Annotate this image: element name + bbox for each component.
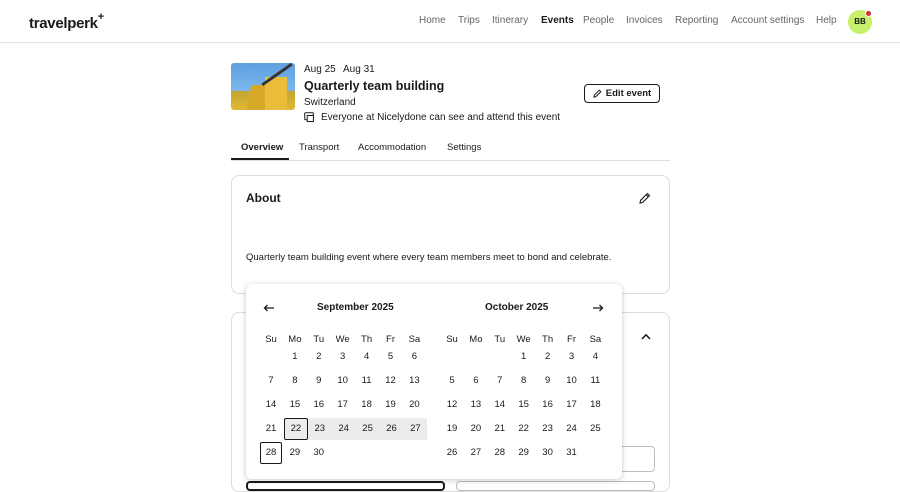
calendar-day[interactable]: 21	[494, 423, 506, 434]
calendar-day[interactable]: 12	[385, 375, 396, 386]
calendar-day[interactable]: 16	[313, 399, 325, 410]
weekday-label: Tu	[494, 334, 506, 345]
calendar-day[interactable]: 25	[590, 423, 601, 434]
calendar-day[interactable]: 21	[265, 423, 277, 434]
calendar-day[interactable]: 17	[337, 399, 348, 410]
next-month-arrow-icon[interactable]	[592, 304, 604, 312]
calendar-day[interactable]: 20	[470, 423, 482, 434]
calendar-day[interactable]: 3	[568, 351, 575, 362]
month-title-october: October 2025	[485, 302, 549, 313]
about-card	[231, 175, 670, 294]
calendar-day[interactable]: 5	[387, 351, 394, 362]
calendar-day[interactable]: 26	[446, 447, 458, 458]
edit-event-label: Edit event	[605, 88, 652, 99]
calendar-day[interactable]: 20	[409, 399, 420, 410]
nav-trips[interactable]: Trips	[458, 15, 480, 26]
nav-help[interactable]: Help	[816, 15, 837, 26]
calendar-day[interactable]: 16	[542, 399, 553, 410]
weekday-label: We	[516, 334, 531, 345]
weekday-label: Sa	[408, 334, 421, 345]
calendar-day[interactable]: 30	[542, 447, 553, 458]
calendar-day[interactable]: 14	[494, 399, 506, 410]
nav-people[interactable]: People	[583, 15, 615, 26]
weekday-label: Mo	[469, 334, 483, 345]
event-tabs	[231, 134, 670, 161]
calendar-day[interactable]: 9	[544, 375, 551, 386]
calendar-day[interactable]: 27	[470, 447, 482, 458]
calendar-day[interactable]: 2	[316, 351, 322, 362]
tab-transport[interactable]: Transport	[299, 142, 340, 153]
weekday-label: Sa	[589, 334, 602, 345]
calendar-day[interactable]: 22	[518, 423, 529, 434]
pencil-icon	[593, 89, 602, 98]
calendar-day[interactable]: 1	[292, 351, 298, 362]
weekday-label: Tu	[313, 334, 325, 345]
calendar-day[interactable]: 23	[542, 423, 553, 434]
calendar-day[interactable]: 29	[289, 447, 301, 458]
calendar-day[interactable]: 11	[590, 375, 601, 386]
weekday-label: We	[335, 334, 350, 345]
calendar-day[interactable]: 18	[361, 399, 372, 410]
notification-dot	[865, 10, 872, 17]
weekday-label: Th	[542, 334, 554, 345]
calendar-day[interactable]: 8	[521, 375, 527, 386]
nav-events[interactable]: Events	[541, 15, 574, 26]
calendar-day[interactable]: 24	[566, 423, 577, 434]
nav-reporting[interactable]: Reporting	[675, 15, 719, 26]
calendar-day[interactable]: 30	[313, 447, 325, 458]
calendar-day[interactable]: 11	[361, 375, 372, 386]
nav-home[interactable]: Home	[419, 15, 446, 26]
weekday-label: Su	[265, 334, 277, 345]
calendar-day[interactable]: 1	[521, 351, 527, 362]
user-avatar[interactable]: BB	[848, 10, 872, 34]
calendar-day[interactable]: 8	[292, 375, 298, 386]
calendar-day[interactable]: 4	[363, 351, 370, 362]
event-visibility-text: Everyone at Nicelydone can see and attend this event	[321, 112, 561, 123]
calendar-day-selected[interactable]: 28	[260, 442, 282, 464]
previous-month-arrow-icon[interactable]	[263, 304, 275, 312]
calendar-day[interactable]: 25	[356, 418, 380, 440]
nav-itinerary[interactable]: Itinerary	[492, 15, 529, 26]
calendar-day[interactable]: 27	[403, 418, 427, 440]
calendar-day[interactable]: 6	[473, 375, 479, 386]
calendar-day[interactable]: 2	[544, 351, 551, 362]
calendar-day[interactable]: 31	[566, 447, 577, 458]
calendar-day[interactable]: 13	[470, 399, 482, 410]
weekday-label: Mo	[288, 334, 302, 345]
input-field-secondary[interactable]	[456, 481, 655, 491]
event-start-date: Aug 25	[304, 64, 336, 75]
calendar-day[interactable]: 3	[340, 351, 346, 362]
calendar-day[interactable]: 19	[446, 423, 458, 434]
visibility-icon	[304, 112, 314, 122]
about-title: About	[246, 191, 281, 205]
calendar-day[interactable]: 10	[566, 375, 577, 386]
calendar-day[interactable]: 24	[332, 418, 356, 440]
event-end-date: Aug 31	[343, 64, 375, 75]
travelperk-logo[interactable]: travelperk+	[29, 11, 104, 32]
weekday-label: Fr	[386, 334, 395, 345]
calendar-day[interactable]: 4	[592, 351, 599, 362]
tab-accommodation[interactable]: Accommodation	[358, 142, 427, 153]
calendar-day[interactable]: 29	[518, 447, 529, 458]
calendar-day[interactable]: 7	[497, 375, 503, 386]
calendar-day[interactable]: 28	[494, 447, 506, 458]
edit-event-button[interactable]	[584, 84, 660, 103]
calendar-day[interactable]: 13	[409, 375, 420, 386]
calendar-day[interactable]: 26	[380, 418, 404, 440]
event-cover-image	[231, 63, 295, 110]
top-navigation-bar	[0, 0, 900, 43]
nav-account-settings[interactable]: Account settings	[731, 15, 805, 26]
weekday-label: Su	[446, 334, 458, 345]
calendar-day[interactable]: 15	[518, 399, 529, 410]
input-field[interactable]	[246, 481, 445, 491]
calendar-day[interactable]: 19	[385, 399, 396, 410]
calendar-day-selected[interactable]: 22	[284, 418, 308, 440]
tab-overview[interactable]: Overview	[241, 142, 284, 153]
tab-settings[interactable]: Settings	[447, 142, 482, 153]
event-location: Switzerland	[304, 97, 356, 108]
calendar-day[interactable]: 23	[308, 418, 332, 440]
calendar-day[interactable]: 9	[316, 375, 322, 386]
active-tab-indicator	[231, 158, 289, 160]
month-title-september: September 2025	[317, 302, 394, 313]
chevron-up-icon[interactable]	[641, 333, 651, 340]
weekday-label: Th	[361, 334, 373, 345]
calendar-day[interactable]: 18	[590, 399, 601, 410]
nav-invoices[interactable]: Invoices	[626, 15, 663, 26]
event-title: Quarterly team building	[304, 79, 445, 93]
calendar-day[interactable]: 10	[337, 375, 348, 386]
edit-about-pencil-icon[interactable]	[639, 192, 651, 204]
calendar-day[interactable]: 6	[411, 351, 418, 362]
weekday-label: Fr	[567, 334, 576, 345]
calendar-day[interactable]: 12	[446, 399, 458, 410]
calendar-day[interactable]: 17	[566, 399, 577, 410]
calendar-day[interactable]: 7	[268, 375, 274, 386]
calendar-day[interactable]: 14	[265, 399, 277, 410]
about-description: Quarterly team building event where every team members meet to bond and celebrate.	[246, 252, 612, 263]
calendar-day[interactable]: 5	[449, 375, 455, 386]
calendar-day[interactable]: 15	[289, 399, 301, 410]
